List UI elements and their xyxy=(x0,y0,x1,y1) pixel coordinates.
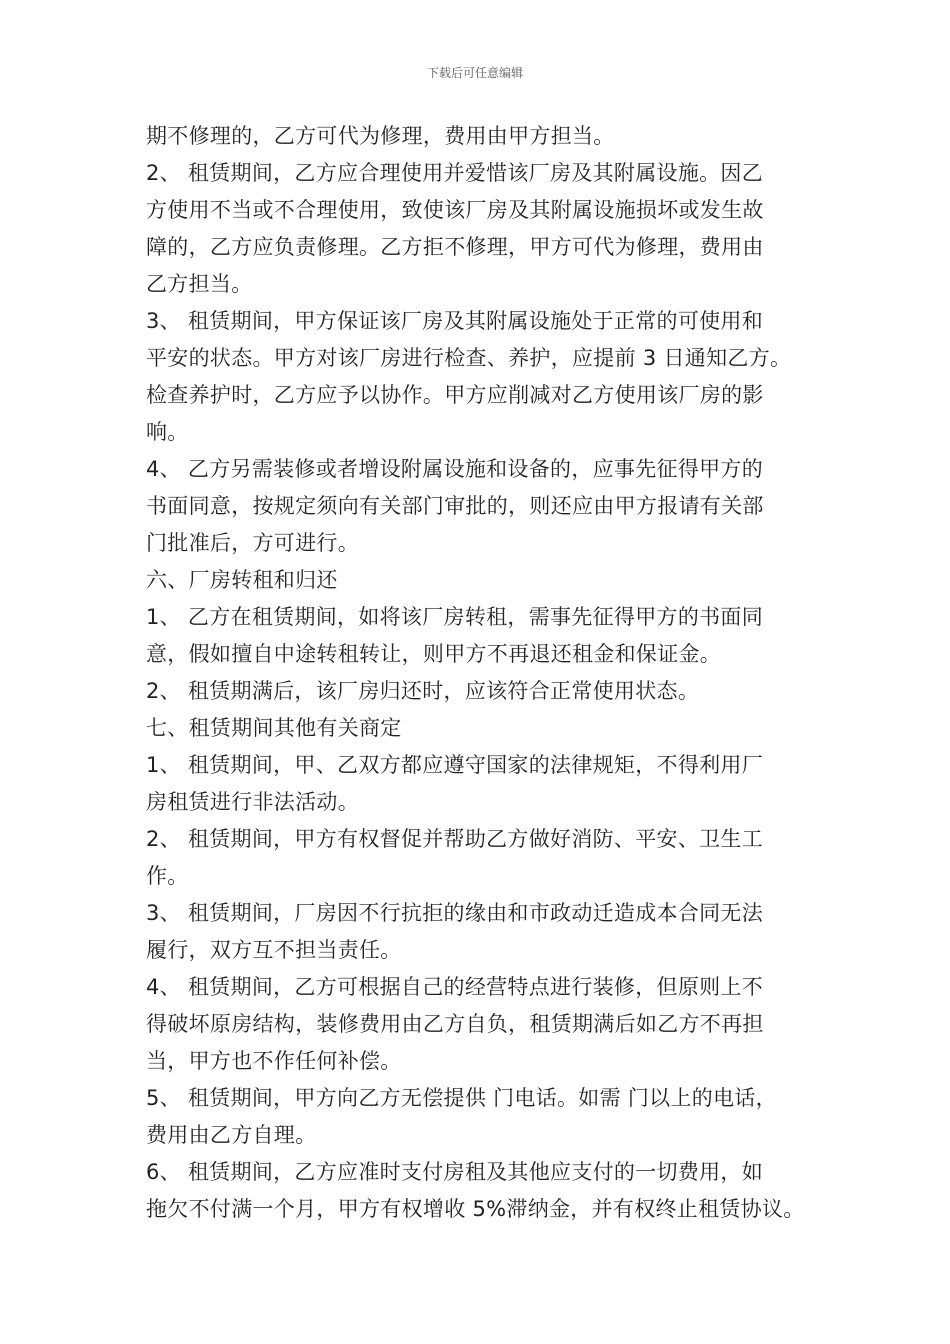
text-line: 5、 租赁期间，甲方向乙方无偿提供 门电话。如需 门以上的电话， xyxy=(146,1086,777,1110)
text-line: 1、 租赁期间，甲、乙双方都应遵守国家的法律规矩，不得利用厂 xyxy=(146,753,764,777)
text-line: 期不修理的，乙方可代为修理，费用由甲方担当。 xyxy=(146,124,615,148)
text-line: 检查养护时，乙方应予以协作。甲方应削减对乙方使用该厂房的影 xyxy=(146,383,764,407)
text-line: 方使用不当或不合理使用，致使该厂房及其附属设施损坏或发生故 xyxy=(146,198,764,222)
text-line: 当，甲方也不作任何补偿。 xyxy=(146,1049,402,1073)
section-heading: 六、厂房转租和归还 xyxy=(146,568,338,592)
text-line: 作。 xyxy=(146,864,189,888)
text-line: 门批准后，方可进行。 xyxy=(146,531,359,555)
text-line: 2、 租赁期间，乙方应合理使用并爱惜该厂房及其附属设施。因乙 xyxy=(146,161,764,185)
page-header: 下载后可任意编辑 xyxy=(426,66,523,80)
text-line: 2、 租赁期满后，该厂房归还时，应该符合正常使用状态。 xyxy=(146,679,700,703)
text-line: 4、 乙方另需装修或者增设附属设施和设备的，应事先征得甲方的 xyxy=(146,457,764,481)
text-line: 4、 租赁期间，乙方可根据自己的经营特点进行装修，但原则上不 xyxy=(146,975,764,999)
document-body xyxy=(146,118,836,1228)
text-line: 响。 xyxy=(146,420,189,444)
text-line: 得破坏原房结构，装修费用由乙方自负，租赁期满后如乙方不再担 xyxy=(146,1012,764,1036)
text-line: 平安的状态。甲方对该厂房进行检查、养护，应提前 3 日通知乙方。 xyxy=(146,346,792,370)
text-line: 意，假如擅自中途转租转让，则甲方不再退还租金和保证金。 xyxy=(146,642,722,666)
text-line: 履行，双方互不担当责任。 xyxy=(146,938,402,962)
text-line: 乙方担当。 xyxy=(146,272,253,296)
text-line: 障的，乙方应负责修理。乙方拒不修理，甲方可代为修理，费用由 xyxy=(146,235,764,259)
section-heading: 七、租赁期间其他有关商定 xyxy=(146,716,402,740)
text-line: 费用由乙方自理。 xyxy=(146,1123,317,1147)
text-line: 2、 租赁期间，甲方有权督促并帮助乙方做好消防、平安、卫生工 xyxy=(146,827,764,851)
text-line: 6、 租赁期间，乙方应准时支付房租及其他应支付的一切费用，如 xyxy=(146,1160,764,1184)
text-line: 3、 租赁期间，甲方保证该厂房及其附属设施处于正常的可使用和 xyxy=(146,309,764,333)
text-line: 书面同意，按规定须向有关部门审批的，则还应由甲方报请有关部 xyxy=(146,494,764,518)
text-line: 拖欠不付满一个月，甲方有权增收 5%滞纳金，并有权终止租赁协议。 xyxy=(146,1197,805,1221)
text-line: 3、 租赁期间，厂房因不行抗拒的缘由和市政动迁造成本合同无法 xyxy=(146,901,764,925)
text-line: 1、 乙方在租赁期间，如将该厂房转租，需事先征得甲方的书面同 xyxy=(146,605,764,629)
text-line: 房租赁进行非法活动。 xyxy=(146,790,359,814)
